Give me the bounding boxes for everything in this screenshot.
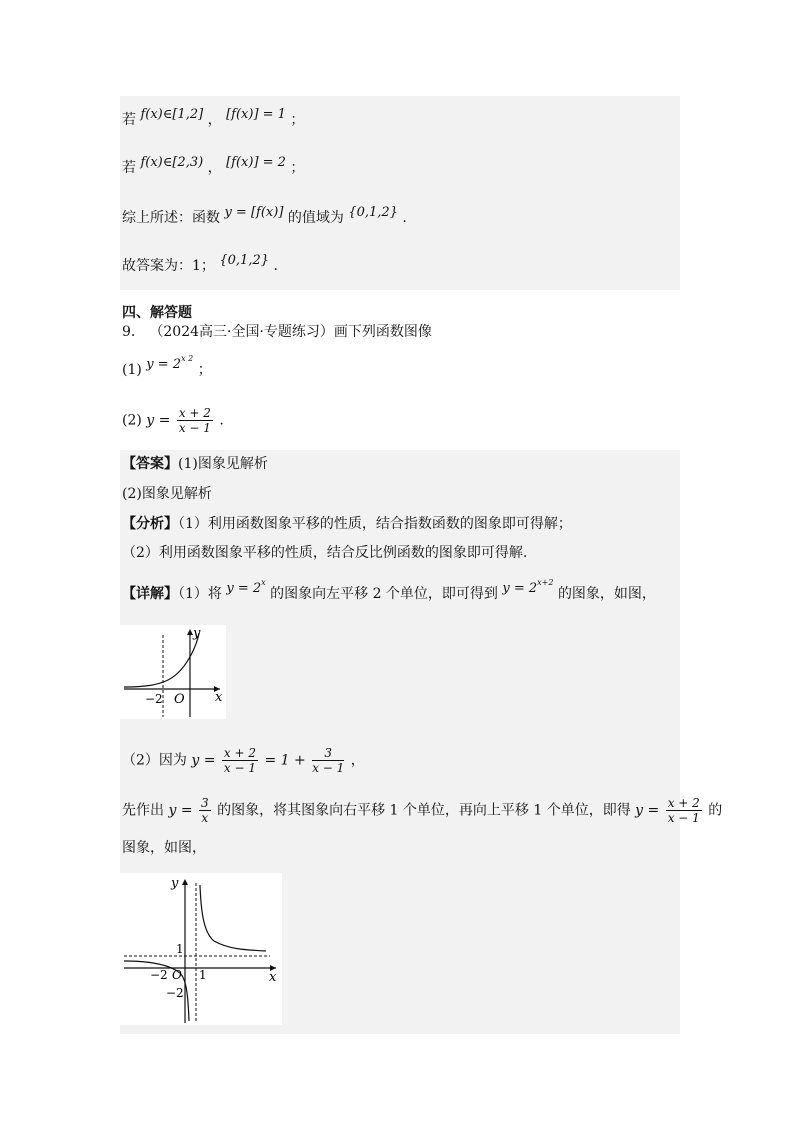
problem-part-2: (2) y = $\frac{x + 2}{x - 1}$ . bbox=[122, 406, 224, 435]
fraction: $\frac{x + 2}{x - 1}$ bbox=[178, 406, 211, 435]
detail-line-1: 【详解】（1）将 $y = 2^x$ 的图象向左平移 2 个单位，即可得到 $y = 2^{x+2}$ 的图象，如图， bbox=[122, 578, 656, 602]
exponential-formula: $y = 2^x$ bbox=[226, 578, 266, 596]
final-answer-line: 故答案为：1； {0,1,2} . bbox=[122, 253, 278, 274]
y-label: y bbox=[171, 876, 179, 891]
analysis-line-2: （2）利用函数图象平移的性质，结合反比例函数的图象即可得解. bbox=[122, 545, 528, 561]
function-formula: y = [f(x)] bbox=[224, 205, 284, 220]
figure-2 bbox=[120, 873, 282, 1025]
condition-formula: f(x)∈[1,2] bbox=[140, 107, 204, 122]
detail-line-3: 先作出 y = $\frac{3}{x}$ 的图象，将其图象向右平移 1 个单位，再向上平移 1 个单位，即得 y = $\frac{x + 2}{x - 1}$ 的 bbox=[122, 796, 723, 825]
result-formula: [f(x)] = 1 bbox=[226, 107, 286, 122]
fraction: $\frac{3}{x - 1}$ bbox=[312, 746, 345, 775]
tick-y-neg: −2 bbox=[166, 986, 184, 1000]
case-line-2: 若 f(x)∈[2,3) ， [f(x)] = 2 ； bbox=[122, 155, 305, 176]
origin-label: O bbox=[174, 692, 185, 707]
fraction: $\frac{x + 2}{x - 1}$ bbox=[667, 796, 700, 825]
origin-label: O bbox=[172, 968, 182, 982]
exponential-graph bbox=[120, 625, 226, 719]
result-formula: [f(x)] = 2 bbox=[226, 155, 286, 170]
summary-line: 综上所述：函数 y = [f(x)] 的值域为 {0,1,2} . bbox=[122, 205, 407, 226]
problem-header: 9． （2024高三·全国·专题练习）画下列函数图像 bbox=[122, 324, 432, 340]
exponential-formula: $y = 2^{x 2}$ bbox=[146, 354, 194, 372]
hyperbola-right-branch bbox=[200, 885, 266, 951]
x-label: x bbox=[269, 970, 277, 985]
x-label: x bbox=[215, 690, 223, 705]
tick-label: −2 bbox=[145, 692, 163, 706]
section-title: 四、解答题 bbox=[122, 305, 192, 321]
figure-1 bbox=[120, 625, 226, 719]
tick-x-pos: 1 bbox=[199, 968, 207, 982]
range-set: {0,1,2} bbox=[348, 205, 398, 220]
answer-line-1: 【答案】(1)图象见解析 bbox=[122, 456, 268, 472]
condition-formula: f(x)∈[2,3) bbox=[140, 155, 204, 170]
fraction: $\frac{x + 2}{x - 1}$ bbox=[223, 746, 257, 775]
answer-set: {0,1,2} bbox=[219, 253, 269, 268]
tick-x-neg: −2 bbox=[150, 968, 168, 982]
detail-line-4: 图象，如图， bbox=[122, 840, 206, 856]
detail-line-2: （2）因为 y = $\frac{x + 2}{x - 1}$ = 1 + $\frac{3}{x - 1}$ ， bbox=[122, 746, 365, 775]
answer-line-2: (2)图象见解析 bbox=[122, 486, 212, 502]
tick-y-pos: 1 bbox=[176, 942, 184, 956]
hyperbola-graph bbox=[120, 873, 282, 1025]
y-label: y bbox=[193, 626, 201, 641]
problem-part-1: (1) $y = 2^{x 2}$ ； bbox=[122, 354, 212, 378]
exponential-curve bbox=[124, 633, 199, 687]
case-line-1: 若 f(x)∈[1,2] ， [f(x)] = 1 ； bbox=[122, 107, 305, 128]
shifted-exponential-formula: $y = 2^{x+2}$ bbox=[502, 578, 554, 596]
fraction: $\frac{3}{x}$ bbox=[201, 796, 209, 825]
analysis-line-1: 【分析】（1）利用函数图象平移的性质，结合指数函数的图象即可得解； bbox=[122, 516, 572, 532]
y-axis-arrow bbox=[182, 879, 188, 885]
